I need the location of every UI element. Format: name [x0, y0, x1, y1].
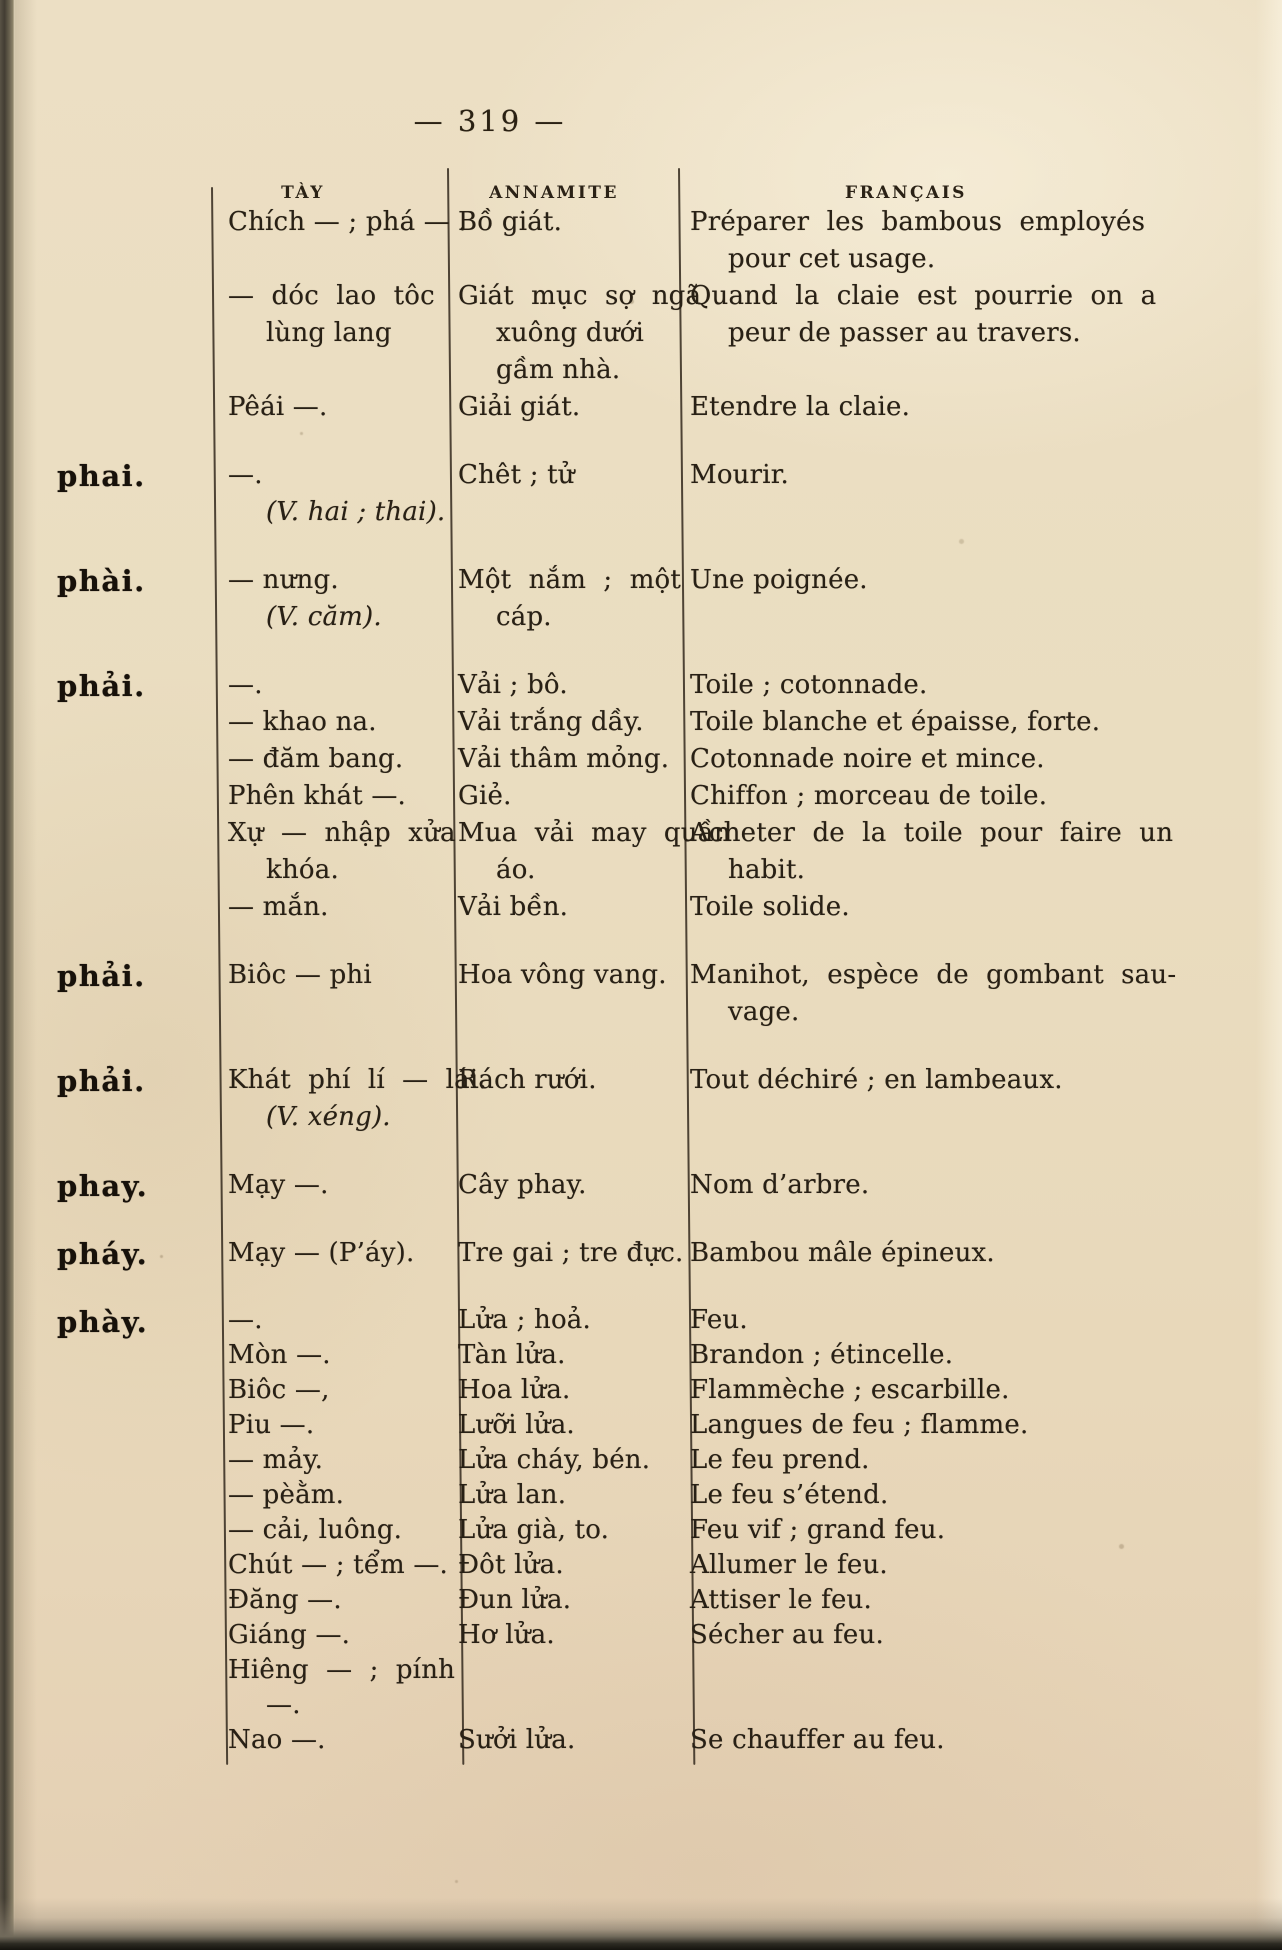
ann-cell [458, 815, 731, 889]
tay-cell [228, 1338, 458, 1373]
text-line: — pèằm. [228, 1480, 345, 1510]
text-line: — mảy. [228, 1445, 324, 1475]
ann-cell [458, 1303, 690, 1338]
text-line: Préparer les bambous employés [690, 207, 1146, 237]
table-row [228, 815, 1282, 889]
dictionary-entries [0, 204, 1282, 1758]
table-row [228, 1723, 1282, 1758]
dictionary-entry [0, 204, 1282, 426]
tay-cell [228, 1478, 458, 1513]
entry-headword: phay. [57, 1169, 149, 1203]
table-row [228, 1303, 1282, 1338]
text-line: áo. [496, 855, 536, 885]
tay-cell [228, 1443, 458, 1478]
tay-cell [228, 389, 458, 426]
text-line: Hoa lửa. [458, 1375, 571, 1405]
table-row [228, 704, 1282, 741]
tay-cell [228, 562, 458, 636]
text-line: Acheter de la toile pour faire un [690, 818, 1174, 848]
text-line: —. [266, 1690, 301, 1720]
text-line: Một nắm ; một [458, 565, 682, 595]
text-line: cáp. [496, 602, 552, 632]
text-line: Biôc —, [228, 1375, 330, 1405]
fr-cell [690, 1167, 1170, 1204]
text-line: Vải thâm mỏng. [458, 744, 670, 774]
text-line: Toile solide. [690, 892, 850, 922]
tay-cell [228, 741, 458, 778]
dictionary-entry [0, 667, 1282, 926]
text-line: Allumer le feu. [690, 1550, 888, 1580]
ann-cell [458, 389, 690, 426]
tay-cell [228, 1653, 458, 1723]
ann-cell [458, 1478, 690, 1513]
ann-cell [458, 957, 690, 994]
text-line: Brandon ; étincelle. [690, 1340, 954, 1370]
text-line: Giải giát. [458, 392, 581, 422]
tay-cell [228, 1167, 458, 1204]
ann-cell [458, 1235, 690, 1272]
text-line: Giẻ. [458, 781, 512, 811]
fr-cell [690, 957, 1177, 1031]
text-line: — nưng. [228, 565, 339, 595]
table-row [228, 562, 1282, 636]
fr-cell [690, 457, 1170, 494]
table-row [228, 889, 1282, 926]
scan-bottom-edge [0, 1898, 1282, 1950]
text-line: Piu —. [228, 1410, 315, 1440]
fr-cell [690, 204, 1170, 278]
entry-headword: phải. [57, 669, 146, 703]
tay-cell [228, 957, 458, 994]
entry-headword: phày. [57, 1305, 149, 1339]
text-line: — cải, luông. [228, 1515, 403, 1545]
paper-specks [0, 0, 3, 3]
ann-cell [458, 1618, 690, 1653]
text-line: Etendre la claie. [690, 392, 911, 422]
text-line: Đun lửa. [458, 1585, 572, 1615]
text-line: khóa. [266, 855, 339, 885]
text-line: Vải bền. [458, 892, 569, 922]
text-line: —. [228, 1305, 263, 1335]
tay-cell [228, 889, 458, 926]
text-line: Flammèche ; escarbille. [690, 1375, 1010, 1405]
table-row [228, 457, 1282, 531]
text-line: Chích — ; phá — . [228, 207, 467, 237]
text-line: Lưỡi lửa. [458, 1410, 575, 1440]
fr-cell [690, 704, 1170, 741]
ann-cell [458, 741, 690, 778]
fr-cell [690, 1062, 1170, 1099]
text-line: Bồ giát. [458, 207, 563, 237]
text-line: Bambou mâle épineux. [690, 1238, 995, 1268]
ann-cell [458, 1548, 690, 1583]
table-row [228, 1653, 1282, 1723]
fr-cell [690, 1618, 1170, 1653]
text-line: Sécher au feu. [690, 1620, 884, 1650]
fr-cell [690, 889, 1170, 926]
tay-cell [228, 1303, 458, 1338]
text-line: Cây phay. [458, 1170, 587, 1200]
text-line: Chiffon ; morceau de toile. [690, 781, 1048, 811]
text-line: Tout déchiré ; en lambeaux. [690, 1065, 1063, 1095]
text-line: (V. căm). [266, 602, 382, 632]
text-line: —. [228, 670, 263, 700]
entry-headword: phài. [57, 564, 146, 598]
table-row [228, 1548, 1282, 1583]
ann-cell [458, 1723, 690, 1758]
column-header-annamite: ANNAMITE [489, 183, 619, 203]
text-line: habit. [728, 855, 806, 885]
fr-cell [690, 1548, 1170, 1583]
text-line: Feu vif ; grand feu. [690, 1515, 946, 1545]
tay-cell [228, 204, 467, 241]
text-line: — khao na. [228, 707, 377, 737]
text-line: Biôc — phi [228, 960, 372, 990]
fr-cell [690, 1583, 1170, 1618]
text-line: Đôt lửa. [458, 1550, 564, 1580]
text-line: Khát phí lí — lái. [228, 1065, 487, 1095]
column-header-francais: FRANÇAIS [845, 183, 967, 203]
table-row [228, 389, 1282, 426]
tay-cell [228, 1062, 487, 1136]
table-row [228, 204, 1282, 278]
text-line: Mạy — (P’áy). [228, 1238, 415, 1268]
text-line: Le feu s’étend. [690, 1480, 889, 1510]
text-line: Mạy —. [228, 1170, 329, 1200]
table-row [228, 1235, 1282, 1272]
ann-cell [458, 889, 690, 926]
fr-cell [690, 1235, 1170, 1272]
ann-cell [458, 1062, 690, 1099]
entry-headword: phải. [57, 959, 146, 993]
fr-cell [690, 815, 1174, 889]
text-line: Tàn lửa. [458, 1340, 566, 1370]
text-line: xuông dưới [496, 318, 645, 348]
text-line: Tre gai ; tre đực. [458, 1238, 684, 1268]
fr-cell [690, 667, 1170, 704]
text-line: Lửa già, to. [458, 1515, 610, 1545]
dictionary-entry [0, 1167, 1282, 1204]
text-line: Attiser le feu. [690, 1585, 872, 1615]
table-row [228, 1338, 1282, 1373]
text-line: Giáng —. [228, 1620, 351, 1650]
fr-cell [690, 278, 1170, 352]
fr-cell [690, 389, 1170, 426]
tay-cell [228, 1235, 458, 1272]
text-line: Rách rưới. [458, 1065, 597, 1095]
fr-cell [690, 741, 1170, 778]
text-line: Cotonnade noire et mince. [690, 744, 1045, 774]
tay-cell [228, 1408, 458, 1443]
text-line: Xự — nhập xửa [228, 818, 456, 848]
text-line: — dóc lao tôc [228, 281, 435, 311]
tay-cell [228, 1618, 458, 1653]
text-line: Mòn —. [228, 1340, 331, 1370]
fr-cell [690, 1478, 1170, 1513]
text-line: Hơ lửa. [458, 1620, 555, 1650]
text-line: Nao —. [228, 1725, 326, 1755]
ann-cell [458, 778, 690, 815]
fr-cell [690, 1443, 1170, 1478]
tay-cell [228, 1373, 458, 1408]
fr-cell [690, 778, 1170, 815]
page-number: — 319 — [413, 104, 567, 138]
text-line: Le feu prend. [690, 1445, 870, 1475]
tay-cell [228, 704, 458, 741]
fr-cell [690, 1723, 1170, 1758]
ann-cell [458, 457, 690, 494]
text-line: (V. hai ; thai). [266, 497, 446, 527]
entry-headword: pháy. [57, 1237, 149, 1271]
tay-cell [228, 667, 458, 704]
table-row [228, 278, 1282, 389]
text-line: Manihot, espèce de gombant sau- [690, 960, 1177, 990]
dictionary-entry [0, 457, 1282, 531]
dictionary-entry [0, 1062, 1282, 1136]
dictionary-entry [0, 1235, 1282, 1272]
tay-cell [228, 1513, 458, 1548]
fr-cell [690, 1373, 1170, 1408]
text-line: Giát mục sợ ngã [458, 281, 702, 311]
ann-cell [458, 1167, 690, 1204]
table-row [228, 778, 1282, 815]
fr-cell [690, 1513, 1170, 1548]
text-line: lùng lang [266, 318, 392, 348]
text-line: Sưởi lửa. [458, 1725, 576, 1755]
text-line: vage. [728, 997, 800, 1027]
tay-cell [228, 815, 458, 889]
text-line: Chêt ; tử [458, 460, 575, 490]
ann-cell [458, 704, 690, 741]
text-line: Se chauffer au feu. [690, 1725, 945, 1755]
text-line: peur de passer au travers. [728, 318, 1081, 348]
text-line: Lửa ; hoả. [458, 1305, 591, 1335]
table-row [228, 957, 1282, 1031]
column-header-tay: TÀY [281, 183, 325, 203]
table-row [228, 1618, 1282, 1653]
fr-cell [690, 1303, 1170, 1338]
dictionary-entry [0, 562, 1282, 636]
ann-cell [458, 1443, 690, 1478]
ann-cell [458, 1583, 690, 1618]
table-row [228, 741, 1282, 778]
dictionary-entry [0, 957, 1282, 1031]
text-line: Toile blanche et épaisse, forte. [690, 707, 1101, 737]
text-line: Chút — ; tểm —. [228, 1550, 449, 1580]
ann-cell [458, 562, 690, 636]
text-line: Phên khát —. [228, 781, 407, 811]
tay-cell [228, 778, 458, 815]
tay-cell [228, 457, 458, 531]
fr-cell [690, 1408, 1170, 1443]
table-row [228, 1373, 1282, 1408]
table-row [228, 1583, 1282, 1618]
fr-cell [690, 1338, 1170, 1373]
ann-cell [458, 1338, 690, 1373]
text-line: —. [228, 460, 263, 490]
entry-headword: phai. [57, 459, 146, 493]
tay-cell [228, 278, 458, 352]
text-line: Mourir. [690, 460, 790, 490]
text-line: Pêái —. [228, 392, 328, 422]
ann-cell [458, 1373, 690, 1408]
text-line: pour cet usage. [728, 244, 936, 274]
text-line: Vải trắng dầy. [458, 707, 644, 737]
table-row [228, 1408, 1282, 1443]
text-line: — mắn. [228, 892, 329, 922]
text-line: Đăng —. [228, 1585, 342, 1615]
table-row [228, 1167, 1282, 1204]
table-row [228, 1513, 1282, 1548]
text-line: gầm nhà. [496, 355, 621, 385]
tay-cell [228, 1548, 458, 1583]
text-line: Toile ; cotonnade. [690, 670, 928, 700]
text-line: — đăm bang. [228, 744, 404, 774]
text-line: Lửa lan. [458, 1480, 567, 1510]
text-line: Hoa vông vang. [458, 960, 667, 990]
ann-cell [458, 1408, 690, 1443]
ann-cell [458, 1513, 690, 1548]
text-line: Hiêng — ; pính [228, 1655, 456, 1685]
text-line: Quand la claie est pourrie on a [690, 281, 1157, 311]
table-row [228, 1478, 1282, 1513]
text-line: Mua vải may quần [458, 818, 731, 848]
dictionary-entry [0, 1303, 1282, 1758]
text-line: Langues de feu ; flamme. [690, 1410, 1029, 1440]
text-line: Feu. [690, 1305, 748, 1335]
text-line: Vải ; bô. [458, 670, 568, 700]
tay-cell [228, 1583, 458, 1618]
text-line: Nom d’arbre. [690, 1170, 870, 1200]
ann-cell [458, 278, 702, 389]
text-line: Lửa cháy, bén. [458, 1445, 651, 1475]
ann-cell [458, 204, 690, 241]
tay-cell [228, 1723, 458, 1758]
text-line: (V. xéng). [266, 1102, 391, 1132]
table-row [228, 1062, 1282, 1136]
text-line: Une poignée. [690, 565, 868, 595]
table-row [228, 1443, 1282, 1478]
table-row [228, 667, 1282, 704]
entry-headword: phải. [57, 1064, 146, 1098]
ann-cell [458, 667, 690, 704]
fr-cell [690, 562, 1170, 599]
